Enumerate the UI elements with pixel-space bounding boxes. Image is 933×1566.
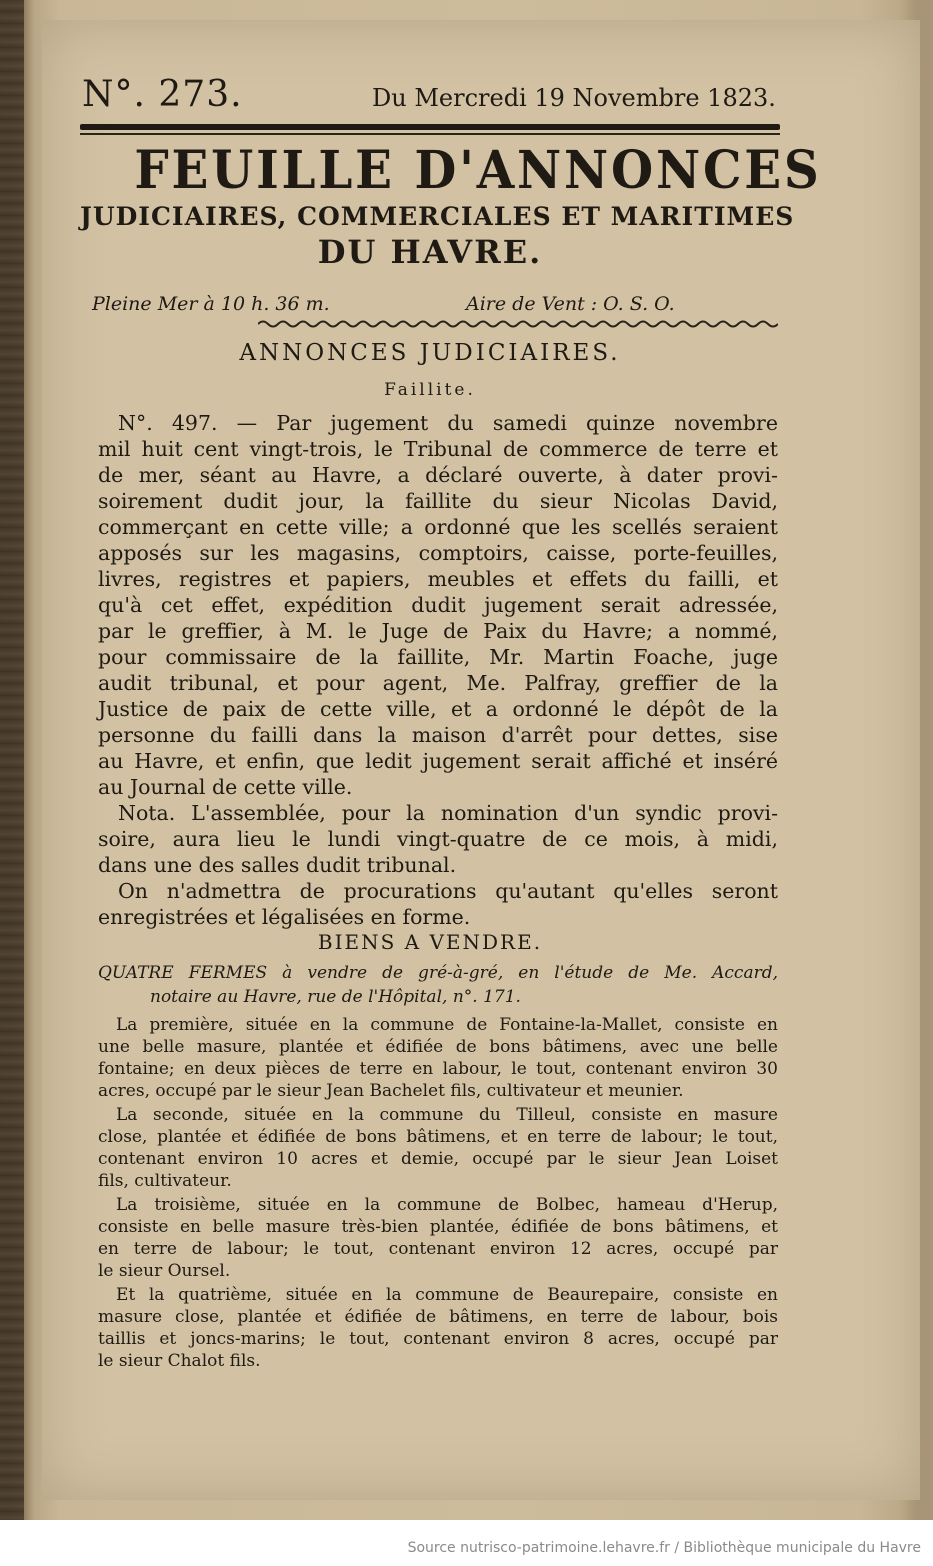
source-credit: Source nutrisco-patrimoine.lehavre.fr / Bibliothèque municipale du Havre (407, 1540, 921, 1556)
faillite-line: au Havre, et enfin, que ledit jugement serait affiché et inséré (98, 749, 778, 773)
faillite-line: N°. 497. — Par jugement du samedi quinze novembre (118, 411, 778, 435)
book-binding (0, 0, 24, 1520)
ferme-line: le sieur Oursel. (98, 1261, 231, 1281)
nota-line: Nota. L'assemblée, pour la nomination d'un syndic provi- (118, 801, 778, 825)
biens-intro-line: notaire au Havre, rue de l'Hôpital, n°. 171. (150, 987, 521, 1007)
ferme-line: consiste en belle masure très-bien plantée, édifiée de bons bâtimens, et (98, 1217, 778, 1237)
ferme-line: contenant environ 10 acres et demie, occupé par le sieur Jean Loiset (98, 1149, 778, 1169)
newspaper-subtitle: JUDICIAIRES, COMMERCIALES ET MARITIMES (80, 202, 795, 231)
ferme-line: fontaine; en deux pièces de terre en labour, le tout, contenant environ 30 (98, 1059, 778, 1079)
ferme-line: La seconde, située en la commune du Tilleul, consiste en masure (116, 1105, 778, 1125)
newspaper-title: FEUILLE D'ANNONCES (134, 140, 822, 201)
faillite-line: pour commissaire de la faillite, Mr. Martin Foache, juge (98, 645, 778, 669)
ferme-line: close, plantée et édifiée de bons bâtimens, et en terre de labour; le tout, (98, 1127, 778, 1147)
faillite-line: livres, registres et papiers, meubles et effets du failli, et (98, 567, 778, 591)
nota-line: enregistrées et légalisées en forme. (98, 905, 471, 929)
tide-info: Pleine Mer à 10 h. 36 m. (92, 293, 330, 315)
faillite-line: qu'à cet effet, expédition dudit jugement serait adressée, (98, 593, 778, 617)
nota-line: soire, aura lieu le lundi vingt-quatre de ce mois, à midi, (98, 827, 778, 851)
ferme-line: taillis et joncs-marins; le tout, contenant environ 8 acres, occupé par (98, 1329, 778, 1349)
nota-line: dans une des salles dudit tribunal. (98, 853, 457, 877)
ferme-line: Et la quatrième, située en la commune de Beaurepaire, consiste en (116, 1285, 778, 1305)
masthead-rule-thick (80, 124, 780, 130)
faillite-line: de mer, séant au Havre, a déclaré ouverte, à dater provi- (98, 463, 778, 487)
faillite-line: au Journal de cette ville. (98, 775, 353, 799)
faillite-line: par le greffier, à M. le Juge de Paix du Havre; a nommé, (98, 619, 778, 643)
subheading-faillite: Faillite. (384, 380, 476, 400)
nota-line: On n'admettra de procurations qu'autant qu'elles seront (118, 879, 778, 903)
faillite-line: personne du failli dans la maison d'arrêt pour dettes, sise (98, 723, 778, 747)
ferme-line: en terre de labour; le tout, contenant environ 12 acres, occupé par (98, 1239, 778, 1259)
masthead-rule-thin (80, 133, 780, 135)
ferme-line: une belle masure, plantée et édifiée de bons bâtimens, avec une belle (98, 1037, 778, 1057)
issue-number: N°. 273. (82, 74, 243, 115)
wavy-divider (258, 318, 778, 330)
biens-intro-line: QUATRE FERMES à vendre de gré-à-gré, en l'étude de Me. Accard, (98, 963, 778, 983)
faillite-line: Justice de paix de cette ville, et a ordonné le dépôt de la (98, 697, 778, 721)
newspaper-city: DU HAVRE. (317, 233, 543, 271)
issue-date: Du Mercredi 19 Novembre 1823. (372, 84, 776, 112)
faillite-line: mil huit cent vingt-trois, le Tribunal de commerce de terre et (98, 437, 778, 461)
ferme-line: masure close, plantée et édifiée de bâtimens, en terre de labour, bois (98, 1307, 778, 1327)
faillite-line: audit tribunal, et pour agent, Me. Palfray, greffier de la (98, 671, 778, 695)
ferme-line: acres, occupé par le sieur Jean Bachelet fils, cultivateur et meunier. (98, 1081, 684, 1101)
wind-info: Aire de Vent : O. S. O. (466, 293, 675, 315)
ferme-line: La troisième, située en la commune de Bolbec, hameau d'Herup, (116, 1195, 778, 1215)
ferme-line: le sieur Chalot fils. (98, 1351, 261, 1371)
faillite-line: apposés sur les magasins, comptoirs, caisse, porte-feuilles, (98, 541, 778, 565)
ferme-line: La première, située en la commune de Fontaine-la-Mallet, consiste en (116, 1015, 778, 1035)
subheading-biens: BIENS A VENDRE. (317, 930, 543, 954)
section-heading-judiciaires: ANNONCES JUDICIAIRES. (239, 340, 621, 366)
ferme-line: fils, cultivateur. (98, 1171, 232, 1191)
faillite-line: commerçant en cette ville; a ordonné que les scellés seraient (98, 515, 778, 539)
faillite-line: soirement dudit jour, la faillite du sieur Nicolas David, (98, 489, 778, 513)
